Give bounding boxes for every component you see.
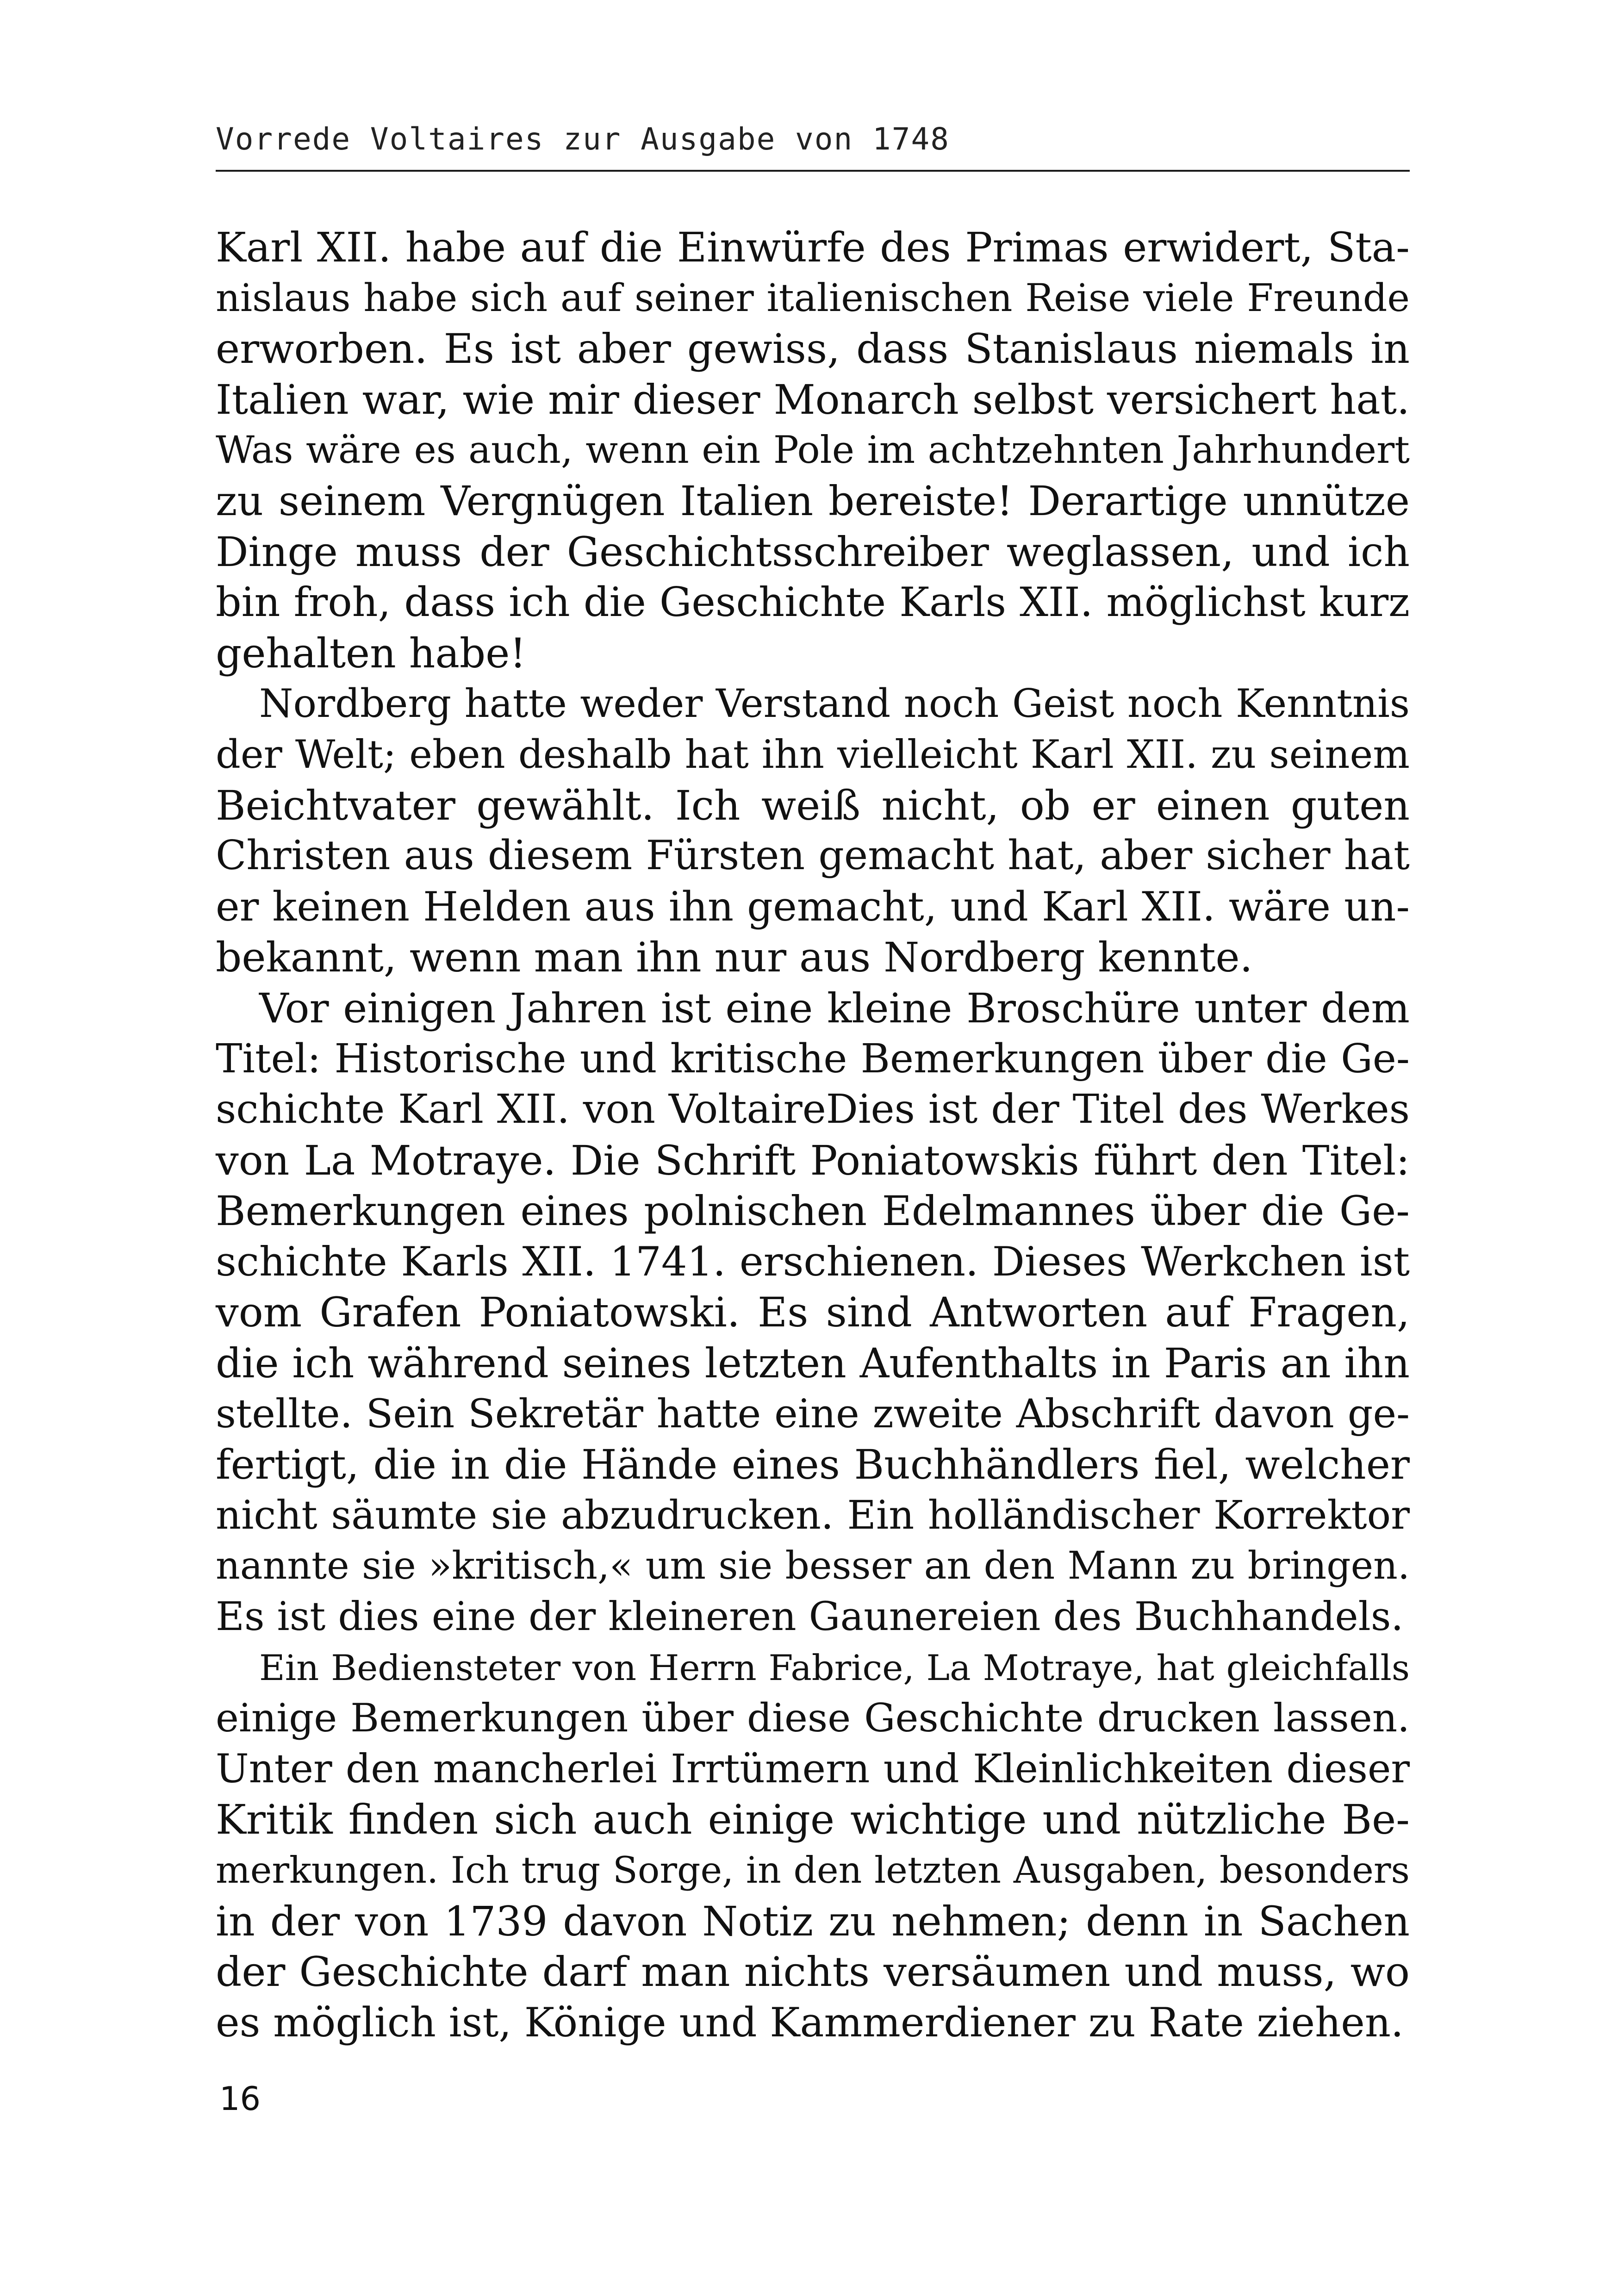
paragraph (216, 1643, 1410, 2048)
text-line: in der von 1739 davon Notiz zu nehmen; denn in Sachen (216, 1897, 1410, 1945)
text-line: es möglich ist, Könige und Kammerdiener zu Rate ziehen. (216, 1998, 1404, 2046)
text-line: stellte. Sein Sekretär hatte eine zweite Abschrift davon ge- (216, 1391, 1410, 1437)
text-line: Ein Bediensteter von Herrn Fabrice, La Motraye, hat gleichfalls (259, 1647, 1410, 1688)
text-line: von La Motraye. Die Schrift Poniatowskis führt den Titel: (216, 1136, 1410, 1184)
text-line: merkungen. Ich trug Sorge, in den letzten Ausgaben, besonders (216, 1849, 1410, 1892)
text-line: nislaus habe sich auf seiner italienischen Reise viele Freunde (216, 276, 1410, 320)
text-line: Christen aus diesem Fürsten gemacht hat, aber sicher hat (216, 833, 1410, 879)
text-line: nicht säumte sie abzudrucken. Ein holländischer Korrektor (216, 1492, 1410, 1538)
text-line: der Welt; eben deshalb hat ihn vielleicht Karl XII. zu seinem (216, 731, 1410, 777)
text-line: Nordberg hatte weder Verstand noch Geist noch Kenntnis (259, 681, 1410, 727)
text-line: Karl XII. habe auf die Einwürfe des Primas erwidert, Sta- (216, 224, 1410, 271)
text-line: erworben. Es ist aber gewiss, dass Stanislaus niemals in (216, 325, 1410, 373)
text-line: Dinge muss der Geschichtsschreiber weglassen, und ich (216, 528, 1410, 576)
page-number: 16 (219, 2080, 261, 2118)
text-line: der Geschichte darf man nichts versäumen und muss, wo (216, 1948, 1410, 1996)
paragraph (216, 983, 1410, 1643)
text-line: Was wäre es auch, wenn ein Pole im achtzehnten Jahrhundert (216, 428, 1410, 473)
text-line: fertigt, die in die Hände eines Buchhändlers fiel, welcher (216, 1441, 1410, 1489)
text-line: Es ist dies eine der kleineren Gaunereien des Buchhandels. (216, 1594, 1404, 1640)
running-title: Vorrede Voltaires zur Ausgabe von 1748 (216, 121, 950, 157)
text-line: Bemerkungen eines polnischen Edelmannes über die Ge- (216, 1187, 1410, 1235)
text-line: Titel: Historische und kritische Bemerkungen über die Ge- (216, 1035, 1410, 1082)
text-line: zu seinem Vergnügen Italien bereiste! Derartige unnütze (216, 477, 1410, 525)
text-line: schichte Karls XII. 1741. erschienen. Dieses Werkchen ist (216, 1238, 1410, 1285)
text-line: schichte Karl XII. von VoltaireDies ist der Titel des Werkes (216, 1086, 1410, 1133)
body-text (216, 222, 1410, 2048)
text-line: nannte sie »kritisch,« um sie besser an den Mann zu bringen. (216, 1544, 1410, 1588)
text-line: vom Grafen Poniatowski. Es sind Antworten auf Fragen, (216, 1288, 1410, 1337)
text-line: bekannt, wenn man ihn nur aus Nordberg kennte. (216, 933, 1253, 982)
text-line: Beichtvater gewählt. Ich weiß nicht, ob er einen guten (216, 781, 1410, 829)
text-line: bin froh, dass ich die Geschichte Karls XII. möglichst kurz (216, 579, 1410, 626)
text-line: Vor einigen Jahren ist eine kleine Broschüre unter dem (259, 984, 1410, 1032)
text-line: gehalten habe! (216, 629, 526, 677)
paragraph (216, 678, 1410, 983)
text-line: er keinen Helden aus ihn gemacht, und Karl XII. wäre un- (216, 883, 1410, 930)
text-line: Kritik finden sich auch einige wichtige und nützliche Be- (216, 1796, 1410, 1844)
header-rule (216, 170, 1410, 172)
text-line: Italien war, wie mir dieser Monarch selbst versichert hat. (216, 375, 1410, 423)
text-line: einige Bemerkungen über diese Geschichte drucken lassen. (216, 1695, 1410, 1741)
paragraph (216, 222, 1410, 678)
text-line: die ich während seines letzten Aufenthalts in Paris an ihn (216, 1339, 1410, 1388)
text-line: Unter den mancherlei Irrtümern und Kleinlichkeiten dieser (216, 1746, 1410, 1792)
